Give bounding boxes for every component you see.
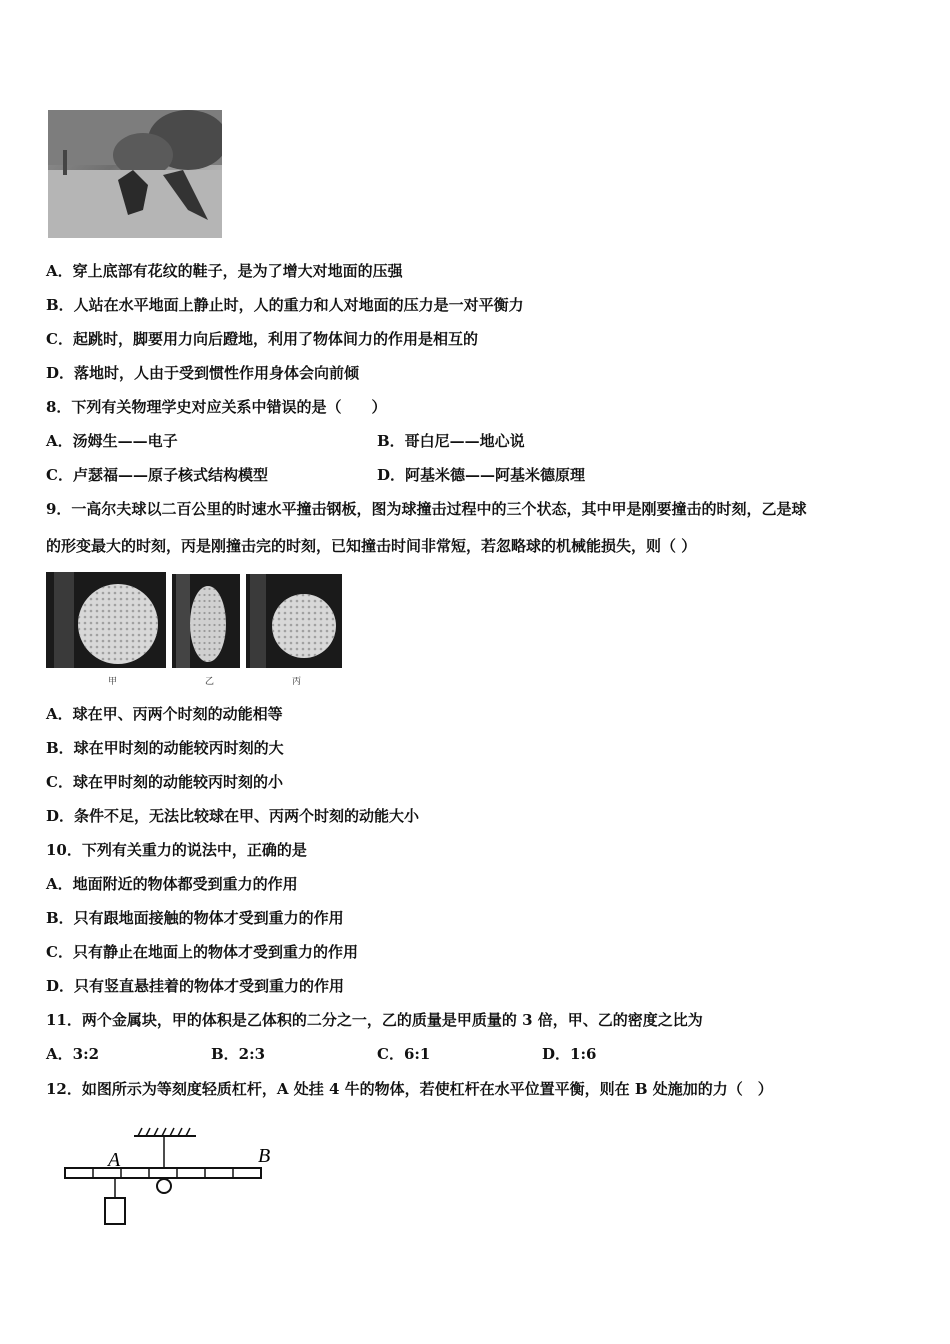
q7-option-b: B．人站在水平地面上静止时，人的重力和人对地面的压力是一对平衡力 — [46, 296, 524, 314]
q9-option-a: A．球在甲、丙两个时刻的动能相等 — [46, 705, 283, 723]
q11-option-d: D．1:6 — [542, 1045, 597, 1063]
q9-stem-line1: 9．一高尔夫球以二百公里的时速水平撞击钢板，图为球撞击过程中的三个状态，其中甲是刚要撞击的时刻，乙是球 — [46, 500, 807, 518]
q9-option-b: B．球在甲时刻的动能较丙时刻的大 — [46, 739, 284, 757]
q12-stem: 12．如图所示为等刻度轻质杠杆，A 处挂 4 牛的物体，若使杠杆在水平位置平衡，则在 B 处施加的力（ ） — [46, 1080, 773, 1098]
label-b: B — [258, 1145, 271, 1167]
q10-stem: 10．下列有关重力的说法中，正确的是 — [46, 841, 307, 859]
q11-option-c: C．6:1 — [377, 1045, 431, 1063]
label-a: A — [108, 1149, 121, 1171]
q10-option-a: A．地面附近的物体都受到重力的作用 — [46, 875, 298, 893]
caption-jia: 甲 — [108, 677, 118, 687]
q9-option-d: D．条件不足，无法比较球在甲、丙两个时刻的动能大小 — [46, 807, 420, 825]
q10-option-c: C．只有静止在地面上的物体才受到重力的作用 — [46, 943, 358, 961]
q11-stem: 11．两个金属块，甲的体积是乙体积的二分之一，乙的质量是甲质量的 3 倍，甲、乙的密度之比为 — [46, 1011, 703, 1029]
lever-diagram — [60, 1124, 290, 1234]
golf-ball-photo-bing — [246, 574, 342, 668]
q9-stem-line2: 的形变最大的时刻，丙是刚撞击完的时刻，已知撞击时间非常短，若忽略球的机械能损失，则（ ） — [46, 537, 697, 555]
q11-option-b: B．2:3 — [211, 1045, 266, 1063]
golf-ball-photo-jia — [46, 572, 166, 668]
q8-stem: 8．下列有关物理学史对应关系中错误的是（ ） — [46, 398, 387, 416]
caption-bing: 丙 — [292, 677, 302, 687]
q8-option-a: A．汤姆生——电子 — [46, 432, 178, 450]
q11-option-a: A．3:2 — [46, 1045, 100, 1063]
q7-option-c: C．起跳时，脚要用力向后蹬地，利用了物体间力的作用是相互的 — [46, 330, 478, 348]
q8-option-c: C．卢瑟福——原子核式结构模型 — [46, 466, 268, 484]
q10-option-d: D．只有竖直悬挂着的物体才受到重力的作用 — [46, 977, 345, 995]
q9-option-c: C．球在甲时刻的动能较丙时刻的小 — [46, 773, 283, 791]
q7-option-a: A．穿上底部有花纹的鞋子，是为了增大对地面的压强 — [46, 262, 403, 280]
caption-yi: 乙 — [205, 677, 215, 687]
q8-option-b: B．哥白尼——地心说 — [377, 432, 525, 450]
q7-option-d: D．落地时，人由于受到惯性作用身体会向前倾 — [46, 364, 360, 382]
q10-option-b: B．只有跟地面接触的物体才受到重力的作用 — [46, 909, 344, 927]
q8-option-d: D．阿基米德——阿基米德原理 — [377, 466, 586, 484]
long-jump-photo — [48, 110, 222, 238]
golf-ball-photo-yi — [172, 574, 240, 668]
